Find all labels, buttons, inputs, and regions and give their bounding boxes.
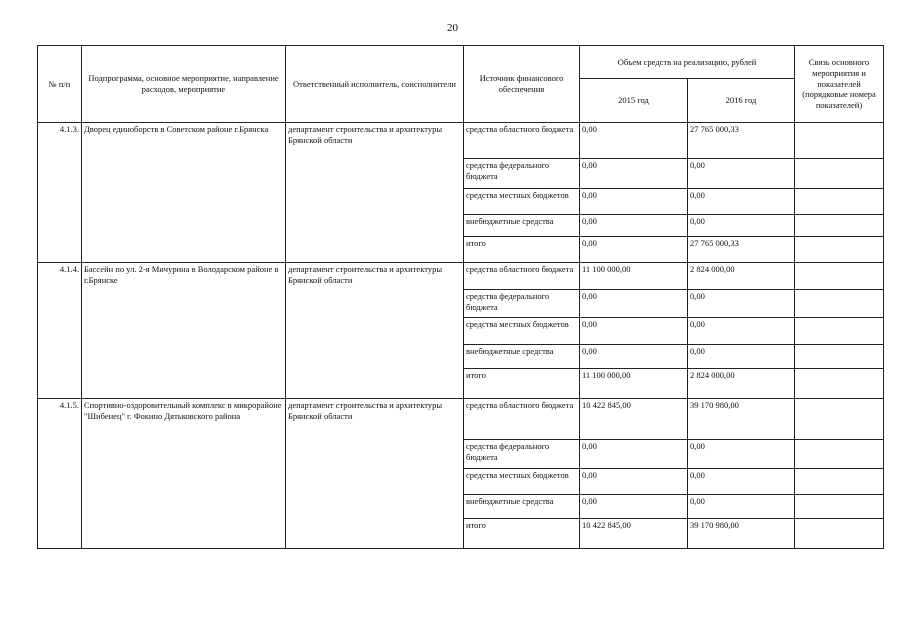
indicator-link [795,519,884,549]
indicator-link [795,215,884,237]
amount-2015: 0,00 [580,469,688,495]
amount-2016: 2 824 000,00 [688,263,795,290]
funding-source: внебюджетные средства [464,345,580,369]
amount-2016: 27 765 000,33 [688,123,795,159]
item-executor: департамент строительства и архитектуры Брянской области [286,399,464,549]
item-name: Бассейн по ул. 2-я Мичурина в Володарском районе в г.Брянске [82,263,286,399]
amount-2016: 0,00 [688,290,795,318]
amount-2016: 0,00 [688,215,795,237]
total-label: итого [464,519,580,549]
funding-source: внебюджетные средства [464,215,580,237]
indicator-link [795,237,884,263]
amount-2015: 0,00 [580,345,688,369]
amount-2015: 0,00 [580,318,688,345]
indicator-link [795,290,884,318]
indicator-link [795,495,884,519]
total-label: итого [464,369,580,399]
amount-2016: 0,00 [688,345,795,369]
funding-source: средства федерального бюджета [464,159,580,189]
header-2016: 2016 год [688,79,795,123]
funding-source: средства местных бюджетов [464,318,580,345]
header-source: Источник финансового обеспечения [464,46,580,123]
amount-2016: 27 765 000,33 [688,237,795,263]
page-number: 20 [447,22,458,34]
amount-2015: 11 100 000,00 [580,369,688,399]
indicator-link [795,440,884,469]
total-label: итого [464,237,580,263]
amount-2015: 11 100 000,00 [580,263,688,290]
indicator-link [795,189,884,215]
funding-source: средства областного бюджета [464,399,580,440]
amount-2015: 0,00 [580,495,688,519]
amount-2015: 0,00 [580,189,688,215]
amount-2016: 0,00 [688,189,795,215]
funding-source: средства местных бюджетов [464,189,580,215]
amount-2015: 0,00 [580,440,688,469]
header-executor: Ответственный исполнитель, соисполнители [286,46,464,123]
item-executor: департамент строительства и архитектуры Брянской области [286,263,464,399]
amount-2015: 10 422 845,00 [580,399,688,440]
header-2015: 2015 год [580,79,688,123]
amount-2016: 39 170 980,00 [688,399,795,440]
header-volume: Объем средств на реализацию, рублей [580,46,795,79]
indicator-link [795,263,884,290]
amount-2016: 0,00 [688,495,795,519]
funding-source: средства областного бюджета [464,123,580,159]
funding-source: средства федерального бюджета [464,440,580,469]
indicator-link [795,369,884,399]
table-row [38,123,884,159]
item-number: 4.1.3. [38,123,82,263]
amount-2016: 2 824 000,00 [688,369,795,399]
item-number: 4.1.5. [38,399,82,549]
amount-2016: 0,00 [688,318,795,345]
amount-2015: 0,00 [580,215,688,237]
amount-2015: 10 422 845,00 [580,519,688,549]
header-program: Подпрограмма, основное мероприятие, направление расходов, мероприятие [82,46,286,123]
amount-2015: 0,00 [580,123,688,159]
funding-source: внебюджетные средства [464,495,580,519]
amount-2016: 0,00 [688,159,795,189]
item-executor: департамент строительства и архитектуры Брянской области [286,123,464,263]
indicator-link [795,399,884,440]
financing-table [37,45,884,549]
table-body [38,123,884,549]
amount-2016: 0,00 [688,440,795,469]
indicator-link [795,123,884,159]
header-num: № п/п [38,46,82,123]
funding-source: средства областного бюджета [464,263,580,290]
item-name: Дворец единоборств в Советском районе г.Брянска [82,123,286,263]
amount-2015: 0,00 [580,237,688,263]
indicator-link [795,345,884,369]
indicator-link [795,469,884,495]
table-row [38,399,884,440]
indicator-link [795,318,884,345]
funding-source: средства федерального бюджета [464,290,580,318]
indicator-link [795,159,884,189]
amount-2015: 0,00 [580,159,688,189]
item-number: 4.1.4. [38,263,82,399]
amount-2016: 0,00 [688,469,795,495]
amount-2015: 0,00 [580,290,688,318]
table-row [38,263,884,290]
amount-2016: 39 170 980,00 [688,519,795,549]
item-name: Спортивно-оздоровительный комплекс в микрорайоне "Шибенец" г. Фокино Дятьковского района [82,399,286,549]
header-link: Связь основного мероприятия и показателей (порядковые номера показателей) [795,46,884,123]
funding-source: средства местных бюджетов [464,469,580,495]
